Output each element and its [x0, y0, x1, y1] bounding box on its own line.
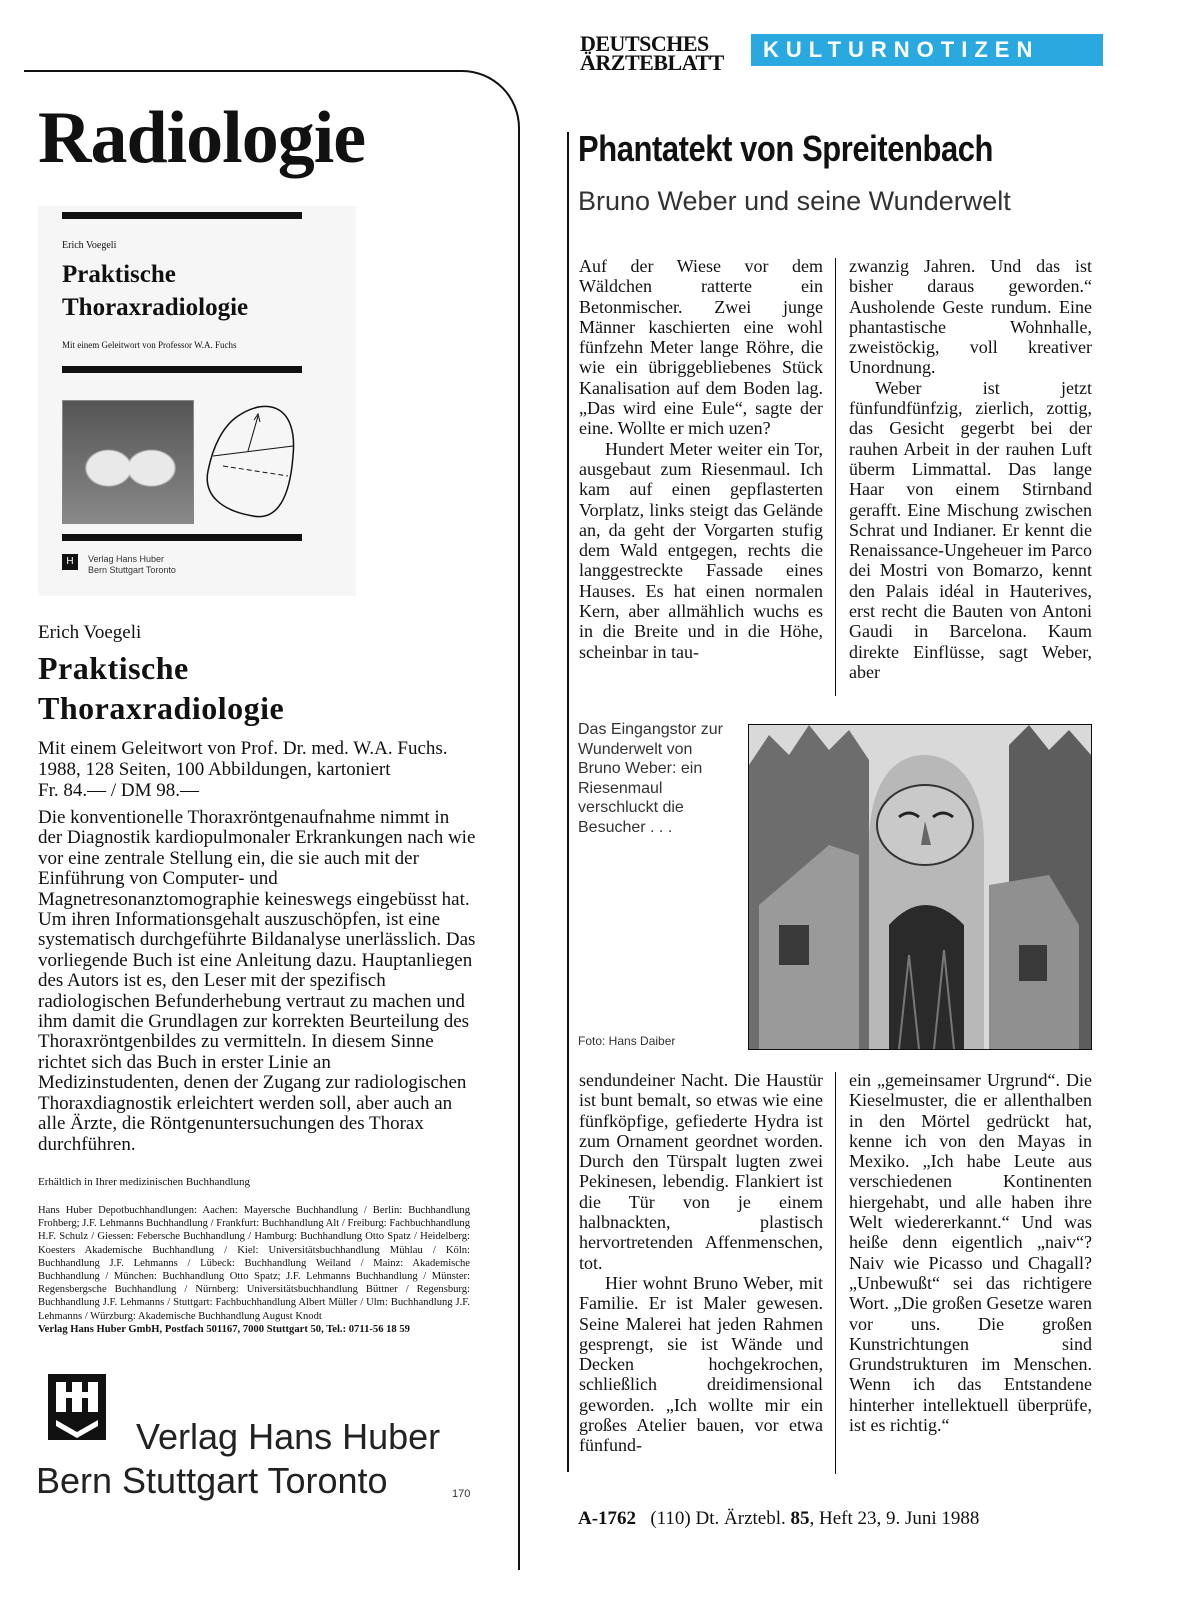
- article-photo: [748, 724, 1092, 1050]
- cover-publisher: [88, 554, 176, 576]
- paragraph: sendundeiner Nacht. Die Haustür ist bunt bemalt, so etwas wie eine fünfköpfige, gefiederte Hydra ist zum Ornament geordnet worden. Durch den Türspalt lugten zwei Pekinesen, lebendig. Flankiert ist die Tür von je einem halbnackten, plastisch hervortretenden Affenmenschen, tot.: [579, 1070, 823, 1273]
- section-banner: KULTURNOTIZEN: [751, 34, 1103, 66]
- cover-rule: [62, 366, 302, 373]
- article-column-1: [579, 256, 823, 662]
- cover-title-line: Praktische: [62, 261, 176, 288]
- ad-store-list: [38, 1204, 470, 1336]
- ad-publisher: Verlag Hans Huber: [136, 1416, 441, 1457]
- cover-rule: [62, 212, 302, 219]
- photo-credit: Foto: Hans Daiber: [578, 1034, 676, 1048]
- cover-foreword: Mit einem Geleitwort von Professor W.A. Fuchs: [62, 340, 237, 350]
- cover-author: Erich Voegeli: [62, 240, 117, 251]
- ad-title-line: Praktische: [38, 650, 189, 686]
- publisher-logo-icon: H: [62, 554, 78, 570]
- masthead-brand-line: ÄRZTEBLATT: [580, 50, 724, 75]
- ad-details: [38, 738, 478, 801]
- masthead-brand-line: DEUTSCHES: [580, 31, 709, 56]
- book-cover: [38, 206, 356, 596]
- ad-code: 170: [452, 1488, 471, 1500]
- paragraph: Hier wohnt Bruno Weber, mit Familie. Er ist Maler gewesen. Seine Malerei hat jeden Rahmen gesprengt, sie ist Wände und Decken hochgekrochen, schließlich dreidimensional geworden. „Ich wollte mir ein großes Atelier bauen, vor etwa fünfund-: [579, 1272, 823, 1456]
- article-rule: [567, 132, 569, 1472]
- ad-book-title: [38, 648, 284, 728]
- store-list-text: Hans Huber Depotbuchhandlungen: Aachen: Mayersche Buchhandlung / Berlin: Buchhandlung Frohberg; J.F. Lehmanns Buchhandlung / Frankfurt: Buchhandlung Alt / Freiburg: Fachbuchhandlung H.F. Schulz / Giessen: Febersche Buchhandlung / Hamburg: Buchhandlung Otto Spatz / Heidelberg: Koesters Akademische Buchhandlung / Kiel: Universitätsbuchhandlung Mühlau / Köln: Buchhandlung J.F. Lehmanns / Lübeck: Buchhandlung Weiland / Mainz: Akademische Buchhandlung / München: Buchhandlung Otto Spatz; J.F. Lehmanns Buchhandlung / Münster: Regensbergsche Buchhandlung / Nürnberg: Universitätsbuchhandlung Büttner / Regensburg: Buchhandlung J.F. Lehmanns / Stuttgart: Fachbuchhandlung Albert Müller / Ulm: Buchhandlung J.F. Lehmanns / Würzburg: Akademische Buchhandlung August Knodt: [38, 1205, 470, 1322]
- ad-description: Die konventionelle Thoraxröntgenaufnahme nimmt in der Diagnostik kardiopulmonaler Erkrankungen nach wie vor eine zentrale Stellung ein, die sie auch mit der Einführung von Computer- und Magnetresonanztomographie keineswegs eingebüsst hat. Um ihren Informationsgehalt auszuschöpfen, ist eine systematisch durchgeführte Bildanalyse unerlässlich. Das vorliegende Buch ist eine Anleitung dazu. Hauptanliegen des Autors ist es, den Leser mit der spezifisch radiologischen Befunderhebung vertraut zu machen und ihm damit die Grundlagen zur korrekten Beurteilung des Thoraxröntgenbildes zu vermitteln. In diesem Sinne richtet sich das Buch in erster Linie an Medizinstudenten, denen der Zugang zur radiologischen Thoraxdiagnostik erleichtert werden soll, aber auch an alle Ärzte, die Röntgenuntersuchungen des Thorax durchführen.: [38, 807, 476, 1155]
- paragraph: ein „gemeinsamer Urgrund“. Die Kieselmuster, die er allenthalben in den Mörtel gedrückt hat, kenne ich von den Mayas in Mexiko. „Ich habe Leute aus verschiedenen Kontinenten hiergehabt, und alle haben ihre Welt wiedererkannt.“ Und was heiße denn eigentlich „naiv“? Naiv wie Picasso und Chagall? „Unbewußt“ sei das richtigere Wort. „Die großen Gesetze waren vor uns. Die großen Kunstrichtungen sind Grundstrukturen im Menschen. Wenn ich das Entstandene hinterher intellektuell überprüfe, ist es richtig.“: [849, 1070, 1092, 1436]
- paragraph: Auf der Wiese vor dem Wäldchen ratterte ein Betonmischer. Zwei junge Männer kaschierten eine wohl fünfzehn Meter lange Röhre, die wie ein übriggebliebenes Stück Kanalisation auf dem Boden lag. „Das wird eine Eule“, sagte der eine. Wollte er mich uzen?: [579, 256, 823, 439]
- ad-detail-line: Mit einem Geleitwort von Prof. Dr. med. W.A. Fuchs.: [38, 738, 448, 759]
- photo-caption: Das Eingangstor zur Wunderwelt von Bruno Weber: ein Riesenmaul verschluckt die Besucher . . .: [578, 721, 723, 836]
- paragraph: Hundert Meter weiter ein Tor, ausgebaut zum Riesenmaul. Ich kam auf einen gepflasterten Vorplatz, links steigt das Gelände an, da geht der Vorgarten stufig dem Wald entgegen, rechts die langgestreckte Fassade eines Hauses. Es hat einen normalen Kern, aber allmählich wuchs es in die Breite und in die Höhe, scheinbar in tau-: [579, 438, 823, 662]
- journal-name: Dt. Ärztebl.: [695, 1508, 786, 1529]
- ad-detail-line: Fr. 84.— / DM 98.—: [38, 780, 199, 801]
- article-column-2: [849, 256, 1092, 682]
- cover-title-line: Thoraxradiologie: [62, 294, 249, 321]
- ad-publisher-cities: Bern Stuttgart Toronto: [36, 1460, 388, 1501]
- ad-title-line: Thoraxradiologie: [38, 690, 285, 726]
- cover-publisher-line: Bern Stuttgart Toronto: [88, 565, 176, 575]
- article-title: Phantatekt von Spreitenbach: [578, 128, 994, 169]
- volume: 85: [790, 1508, 810, 1529]
- page-sequence: (110): [650, 1508, 691, 1529]
- publisher-address: Verlag Hans Huber GmbH, Postfach 501167, 7000 Stuttgart 50, Tel.: 0711-56 18 59: [38, 1323, 410, 1335]
- article-column-4: [849, 1070, 1092, 1435]
- ad-detail-line: 1988, 128 Seiten, 100 Abbildungen, kartoniert: [38, 759, 391, 780]
- article-subtitle: Bruno Weber und seine Wunderwelt: [578, 186, 1011, 216]
- ad-availability: Erhältlich in Ihrer medizinischen Buchhandlung: [38, 1176, 250, 1188]
- masthead-brand: [580, 31, 724, 75]
- column-divider: [835, 258, 836, 696]
- xray-image: [62, 400, 194, 524]
- paragraph: zwanzig Jahren. Und das ist bisher daraus geworden.“ Ausholende Geste rundum. Eine phantastische Wohnhalle, zweistöckig, voll kreativer Unordnung.: [849, 256, 1092, 378]
- issue-date: , Heft 23, 9. Juni 1988: [809, 1508, 980, 1529]
- cover-rule: [62, 534, 302, 541]
- ad-heading: Radiologie: [38, 97, 366, 179]
- cover-publisher-line: Verlag Hans Huber: [88, 554, 165, 564]
- ad-author: Erich Voegeli: [38, 622, 142, 643]
- page-number: A-1762: [578, 1508, 637, 1529]
- article-column-3: [579, 1070, 823, 1456]
- lung-diagram-icon: [198, 396, 308, 526]
- cover-title: [62, 258, 248, 324]
- page-footer: [578, 1508, 979, 1530]
- column-divider: [835, 1072, 836, 1474]
- publisher-logo-icon: [48, 1374, 106, 1440]
- paragraph: Weber ist jetzt fünfundfünfzig, zierlich, zottig, das Gesicht gegerbt bei der rauhen Arbeit in der rauhen Luft überm Limmattal. Das lange Haar von einem Stirnband gerafft. Eine Mischung zwischen Schrat und Indianer. Er kennt die Renaissance-Ungeheuer im Parco dei Mostri von Bomarzo, kennt den Palais idéal in Hauterives, erst recht die Bauten von Antoni Gaudi in Barcelona. Kaum direkte Einflüsse, sagt Weber, aber: [849, 377, 1092, 682]
